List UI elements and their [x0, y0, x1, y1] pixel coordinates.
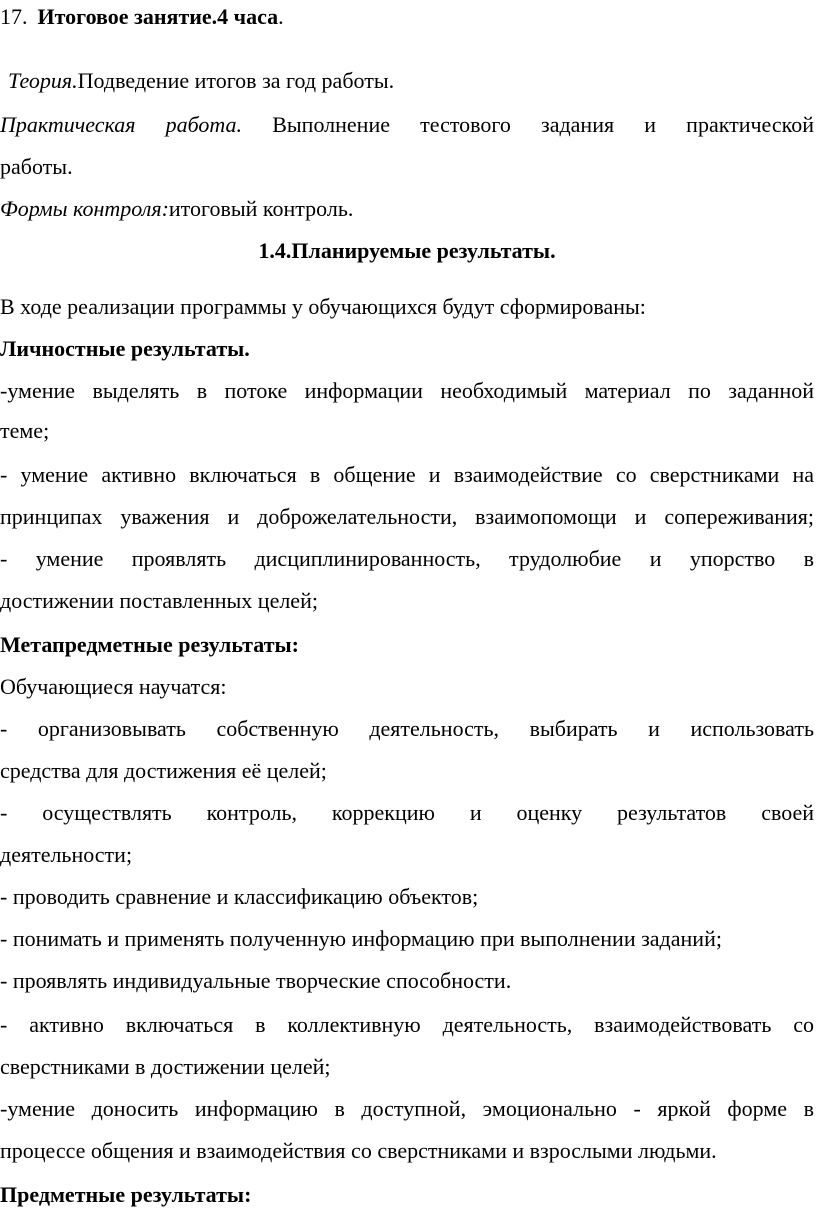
meta-line: средства для достижения её целей;	[0, 758, 327, 783]
practice-text-2: работы.	[0, 154, 73, 179]
meta-line: - проявлять индивидуальные творческие способности.	[0, 968, 512, 993]
meta-line: - активно включаться в коллективную деятельность, взаимодействовать со	[0, 1012, 814, 1037]
practice-label: Практическая работа.	[0, 112, 243, 137]
meta-line: процессе общения и взаимодействия со сверстниками и взрослыми людьми.	[0, 1138, 717, 1163]
personal-line: - умение активно включаться в общение и взаимодействие со сверстниками на	[0, 462, 814, 487]
meta-line: Обучающиеся научатся:	[0, 674, 227, 699]
control-text: итоговый контроль.	[168, 196, 354, 221]
meta-line: сверстниками в достижении целей;	[0, 1054, 331, 1079]
meta-line: - организовывать собственную деятельность, выбирать и использовать	[0, 716, 814, 741]
meta-line: - проводить сравнение и классификацию объектов;	[0, 884, 479, 909]
meta-results-heading: Метапредметные результаты:	[0, 632, 299, 657]
personal-results-heading: Личностные результаты.	[0, 336, 250, 361]
section-title: Итоговое занятие.4 часа	[37, 4, 279, 29]
theory-text: Подведение итогов за год работы.	[77, 68, 395, 93]
theory-label: Теория.	[8, 68, 78, 93]
theory-line	[8, 66, 816, 96]
results-intro: В ходе реализации программы у обучающихся будут сформированы:	[0, 294, 646, 319]
personal-line: теме;	[0, 418, 50, 443]
personal-line: - умение проявлять дисциплинированность, трудолюбие и упорство в	[0, 546, 814, 571]
section-17-heading	[0, 2, 814, 32]
practice-line-1	[0, 110, 814, 140]
results-heading: 1.4.Планируемые результаты.	[258, 238, 556, 263]
section-title-end: .	[278, 4, 284, 29]
personal-line: -умение выделять в потоке информации необходимый материал по заданной	[0, 378, 814, 403]
section-number: 17.	[0, 4, 28, 29]
meta-line: - осуществлять контроль, коррекцию и оценку результатов своей	[0, 800, 814, 825]
meta-line: деятельности;	[0, 842, 133, 867]
meta-line: - понимать и применять полученную информацию при выполнении заданий;	[0, 926, 722, 951]
subject-results-heading: Предметные результаты:	[0, 1182, 252, 1207]
meta-line: -умение доносить информацию в доступной, эмоционально - яркой форме в	[0, 1096, 814, 1121]
practice-line-2	[0, 152, 814, 182]
control-line	[0, 194, 814, 224]
control-label: Формы контроля:	[0, 196, 169, 221]
personal-line: принципах уважения и доброжелательности, взаимопомощи и сопереживания;	[0, 504, 814, 529]
personal-line: достижении поставленных целей;	[0, 588, 318, 613]
practice-text-1: Выполнение тестового задания и практической	[272, 112, 814, 137]
